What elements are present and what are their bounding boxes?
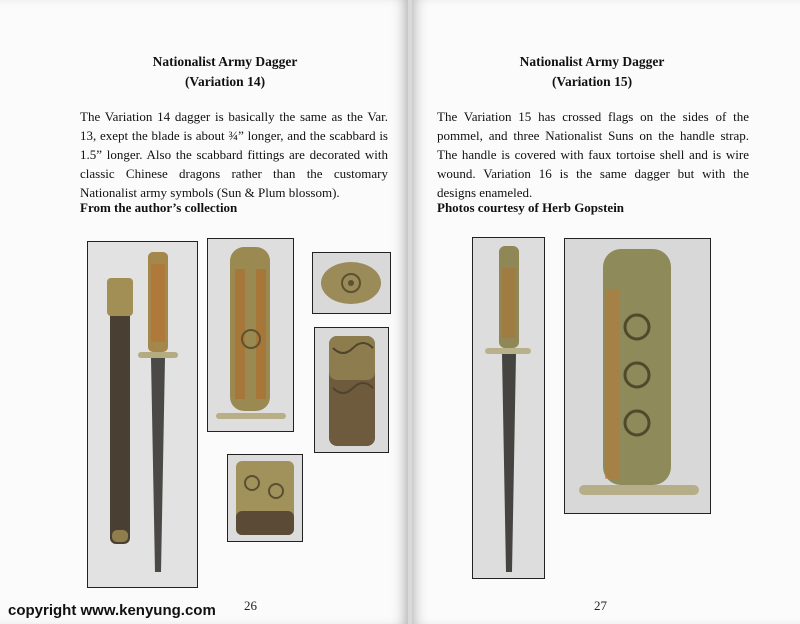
photo-variation15-dagger [472, 237, 545, 579]
right-page [412, 0, 800, 624]
left-credit: From the author’s collection [80, 200, 238, 215]
right-body-text: The Variation 15 has crossed flags on the sides of the pommel, and three Nationalist Suns on the handle strap. The handle is covered with faux tortoise shell and is wire wound. Variation 16 is the same dagger but with the designs enameled. [437, 109, 749, 200]
right-title [432, 52, 752, 92]
left-title [60, 52, 390, 92]
photo-pommel-closeup [312, 252, 391, 314]
left-title-line2: (Variation 14) [184, 74, 266, 89]
left-body-text: The Variation 14 dagger is basically the same as the Var. 13, exept the blade is about ¾” longer, and the scabbard is 1.5” longer. Also the scabbard fittings are decorated with classic Chinese dragons rather than the customary Nationalist army symbols (Sun & Plum blossom). [80, 109, 388, 200]
photo-handle-closeup [207, 238, 294, 432]
copyright-watermark: copyright www.kenyung.com [8, 602, 216, 619]
right-title-line1: Nationalist Army Dagger [519, 54, 665, 69]
left-title-line1: Nationalist Army Dagger [152, 54, 298, 69]
right-credit: Photos courtesy of Herb Gopstein [437, 200, 625, 215]
photo-scabbard-chape [227, 454, 303, 542]
photo-dagger-with-scabbard [87, 241, 198, 588]
right-page-number: 27 [594, 598, 607, 613]
left-page-number: 26 [244, 598, 257, 613]
right-title-line2: (Variation 15) [551, 74, 633, 89]
photo-scabbard-fitting [314, 327, 389, 453]
photo-variation15-handle-closeup [564, 238, 711, 514]
